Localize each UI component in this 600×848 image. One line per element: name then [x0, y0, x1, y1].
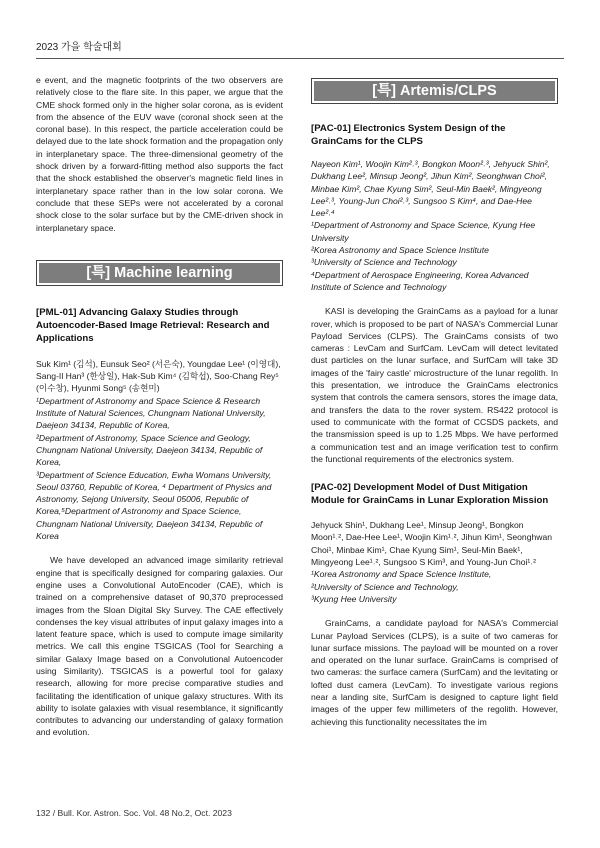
section-banner-machine-learning [36, 260, 283, 286]
page-header: 2023 가을 학술대회 [36, 42, 122, 53]
affiliation-3: ³University of Science and Technology [311, 257, 457, 268]
article-authors-pac-01: Nayeon Kim¹, Woojin Kim²˒³, Bongkon Moon²˒³, Jehyuck Shin², Dukhang Lee², Minsup Jeong², Jihun Kim², Seonghwan Choi², Minbae Kim², Chae Kyung Sim², Seul-Min Baek², Mingyeong Lee²˒³, Young-Jun Choi²˒³, Sungsoo S Kim⁴, and Dae-Hee Lee²˒⁴ [311, 159, 550, 219]
affiliation-4: ⁴Department of Aerospace Engineering, Korea Advanced Institute of Science and Technology [311, 269, 529, 292]
affiliation-3: ³Kyung Hee University [311, 593, 397, 604]
section-banner-label: [특] Machine learning [39, 263, 280, 283]
affiliation-1: ¹Korea Astronomy and Space Science Institute, [311, 569, 492, 580]
header-divider [36, 58, 564, 59]
page-footer: 132 / Bull. Kor. Astron. Soc. Vol. 48 No.2, Oct. 2023 [36, 808, 232, 818]
right-column [311, 74, 558, 728]
affiliation-3: ³Department of Science Education, Ewha Womans University, Seoul 03760, Republic of Korea, ⁴ Department of Physics and Astronomy, Sejong University, Seoul 05006, Republic of Korea,⁵Department of Astronomy and Space Science, Chungnam National University, Daejeon 34134, Republic of Korea [36, 469, 272, 542]
affiliation-2: ²Department of Astronomy, Space Science and Geology, Chungnam National University, Daejeon 34134, Republic of Korea, [36, 432, 263, 468]
article-title-pac-01: [PAC-01] Electronics System Design of the GrainCams for the CLPS [311, 123, 506, 147]
affiliation-1: ¹Department of Astronomy and Space Science & Research Institute of Natural Sciences, Chungnam National University, Daejeon 34134, Republic of Korea, [36, 395, 266, 431]
left-column [36, 74, 283, 739]
affiliation-1: ¹Department of Astronomy and Space Science, Kyung Hee University [311, 220, 536, 243]
article-title-pml-01: [PML-01] Advancing Galaxy Studies through Autoencoder-Based Image Retrieval: Research and Applications [36, 306, 270, 344]
section-banner-artemis-clps [311, 78, 558, 104]
section-banner-label: [특] Artemis/CLPS [314, 81, 555, 101]
article-abstract-pml-01: We have developed an advanced image similarity retrieval engine that is specifically designed for comparing galaxies. Our engine uses a Convolutional AutoEncoder (CAE), which is trained on a comprehensive dataset of 90,370 preprocessed images from the Sloan Digital Sky Survey. The CAE effectively condenses the key visual attributes of input galaxy images into a latent feature space, which is used to compute image similarity metrics. We call this engine TSGICAS (Tool for Searching a similar Galaxy Image based on a Convolutional Autoencoder using Similarity). TSGICAS is a powerful tool for galaxy research, allowing for more precise comparative studies and facilitating the identification of unique galaxy structures. With its ability to isolate galaxies with visual resemblance, it significantly contributes to advancing our understanding of galaxy formation and evolution. [36, 555, 283, 738]
affiliation-2: ²University of Science and Technology, [311, 581, 459, 592]
affiliation-2: ²Korea Astronomy and Space Science Institute [311, 245, 489, 256]
article-title-pac-02: [PAC-02] Development Model of Dust Mitigation Module for GrainCams in Lunar Exploration Mission [311, 482, 549, 507]
article-abstract-pac-01: KASI is developing the GrainCams as a payload for a lunar rover, which is proposed to be part of NASA's Commercial Lunar Payload Services (CLPS). The GrainCams consists of two cameras : LevCam and SurfCam. LevCam will detect levitated dust particles on the lunar surface, and SurfCam will take 3D images of the 'fairy castle' microstructure of the lunar regolith. In this presentation, we introduce the GrainCams electronics system that controls the camera sensors, stores the image data, and transfers the data to the rover system. RS422 protocol is used to communicate with the format of CCSDS packets, and the transmission speed is up to 1.25 Mbps. We have performed a communication test and an image verification test to confirm the functional requirements of the electronics system. [311, 306, 558, 464]
article-abstract-pac-02: GrainCams, a candidate payload for NASA's Commercial Lunar Payload Services (CLPS), is a suite of two cameras for lunar surface missions. The payload will be mounted on a rover and operated on the lunar surface. GrainCams is comprised of two cameras: the surface camera (SurfCam) and the levitating or lofted dust camera (LevCam). To investigate various regions near a landing site, SurfCam is designed to capture light field images of the upper few millimeters of the regolith. However, achieving this functionality necessitates the im [311, 618, 558, 727]
continued-abstract-text: e event, and the magnetic footprints of the two observers are relatively close to the flare site. In this paper, we argue that the CME shock formed only in the higher solar corona, as is evident from the absence of the EUV wave (coronal shock seen at the coronal base). In this respect, the particle acceleration could be delayed due to the late shock formation and the propagation only in interplanetary space. The three-dimensional geometry of the shock driven by a forward-fitting method also supports the fact that the shock established the observer's magnetic field lines in interplanetary space rather than in the low solar corona. We conclude that these SEPs were not accelerated by a coronal shock close to the solar surface but by the CME-driven shock in interplanetary space. [36, 75, 284, 233]
article-authors-pac-02: Jehyuck Shin¹, Dukhang Lee¹, Minsup Jeong¹, Bongkon Moon¹˒², Dae-Hee Lee¹, Woojin Kim¹˒², Jihun Kim¹, Seonghwan Choi¹, Minbae Kim¹, Chae Kyung Sim¹, Seul-Min Baek¹, Mingyeong Lee¹˒², Sungsoo S Kim³, and Young-Jun Choi¹˒² [311, 520, 553, 568]
article-authors-pml-01: Suk Kim¹ (김석), Eunsuk Seo² (서은숙), Youngdae Lee¹ (이영대), Sang-Il Han³ (한상일), Hak-Sub Kim⁴ (김학섭), Soo-Chang Rey⁵ (이수창), Hyunmi Song⁵ (송현미) [36, 358, 281, 394]
